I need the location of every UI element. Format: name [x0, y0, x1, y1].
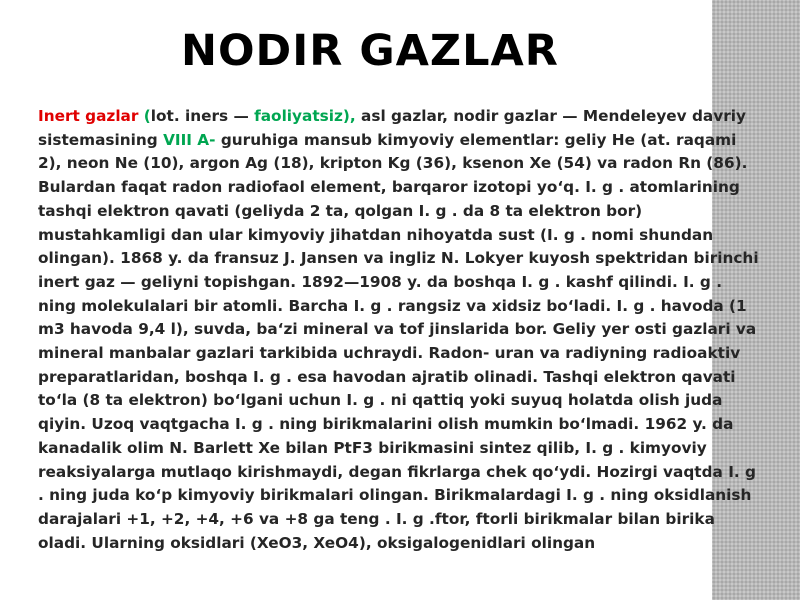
body-paragraph	[38, 105, 762, 555]
slide-title: NODIR GAZLAR	[181, 26, 559, 76]
paragraph-text-part-1: asl gazlar, nodir gazlar — Mendeleyev davriy sistemasining	[38, 107, 746, 149]
term-inert-gazlar: Inert gazlar	[38, 107, 139, 125]
paragraph-text-part-2: guruhiga mansub kimyoviy elementlar: geliy He (at. raqami 2), neon Ne (10), argon Ag (18), kripton Kg (36), ksenon Xe (54) va radon Rn (86). Bulardan faqat radon radiofaol element, barqaror izotopi yo‘q. I. g . atomlarining tashqi elektron qavati (geliyda 2 ta, qolgan I. g . da 8 ta elektron bor) mustahkamligi dan ular kimyoviy jihatdan nihoyatda sust (I. g . nomi shundan olingan). 1868 y. da fransuz J. Jansen va ingliz N. Lokyer kuyosh spektridan birinchi inert gaz — geliyni topishgan. 1892—1908 y. da boshqa I. g . kashf qilindi. I. g . ning molekulalari bir atomli. Barcha I. g . rangsiz va xidsiz bo‘ladi. I. g . havoda (1 m3 havoda 9,4 l), suvda, ba‘zi mineral va tof jinslarida bor. Geliy yer osti gazlari va mineral manbalar gazlari tarkibida uchraydi. Radon- uran va radiyning radioaktiv preparatlaridan, boshqa I. g . esa havodan ajratib olinadi. Tashqi elektron qavati to‘la (8 ta elektron) bo‘lgani uchun I. g . ni qattiq yoki suyuq holatda olish juda qiyin. Uzoq vaqtgacha I. g . ning birikmalarini olish mumkin bo‘lmadi. 1962 y. da kanadalik olim N. Barlett Xe bilan PtF3 birikmasini sintez qilib, I. g . kimyoviy reaksiyalarga mutlaqo kirishmaydi, degan fikrlarga chek qo‘ydi. Hozirgi vaqtda I. g . ning juda ko‘p kimyoviy birikmalari olingan. Birikmalardagi I. g . ning oksidlanish darajalari +1, +2, +4, +6 va +8 ga teng . I. g .ftor, ftorli birikmalar bilan birika oladi. Ularning oksidlari (XeO3, XeO4), oksigalogenidlari olingan	[38, 130, 759, 552]
keyword-group-viii-a: VIII A-	[163, 130, 216, 149]
open-parenthesis: (	[138, 107, 151, 125]
keyword-faoliyatsiz: faoliyatsiz),	[254, 107, 356, 125]
latin-origin-text: lot. iners —	[150, 107, 255, 125]
